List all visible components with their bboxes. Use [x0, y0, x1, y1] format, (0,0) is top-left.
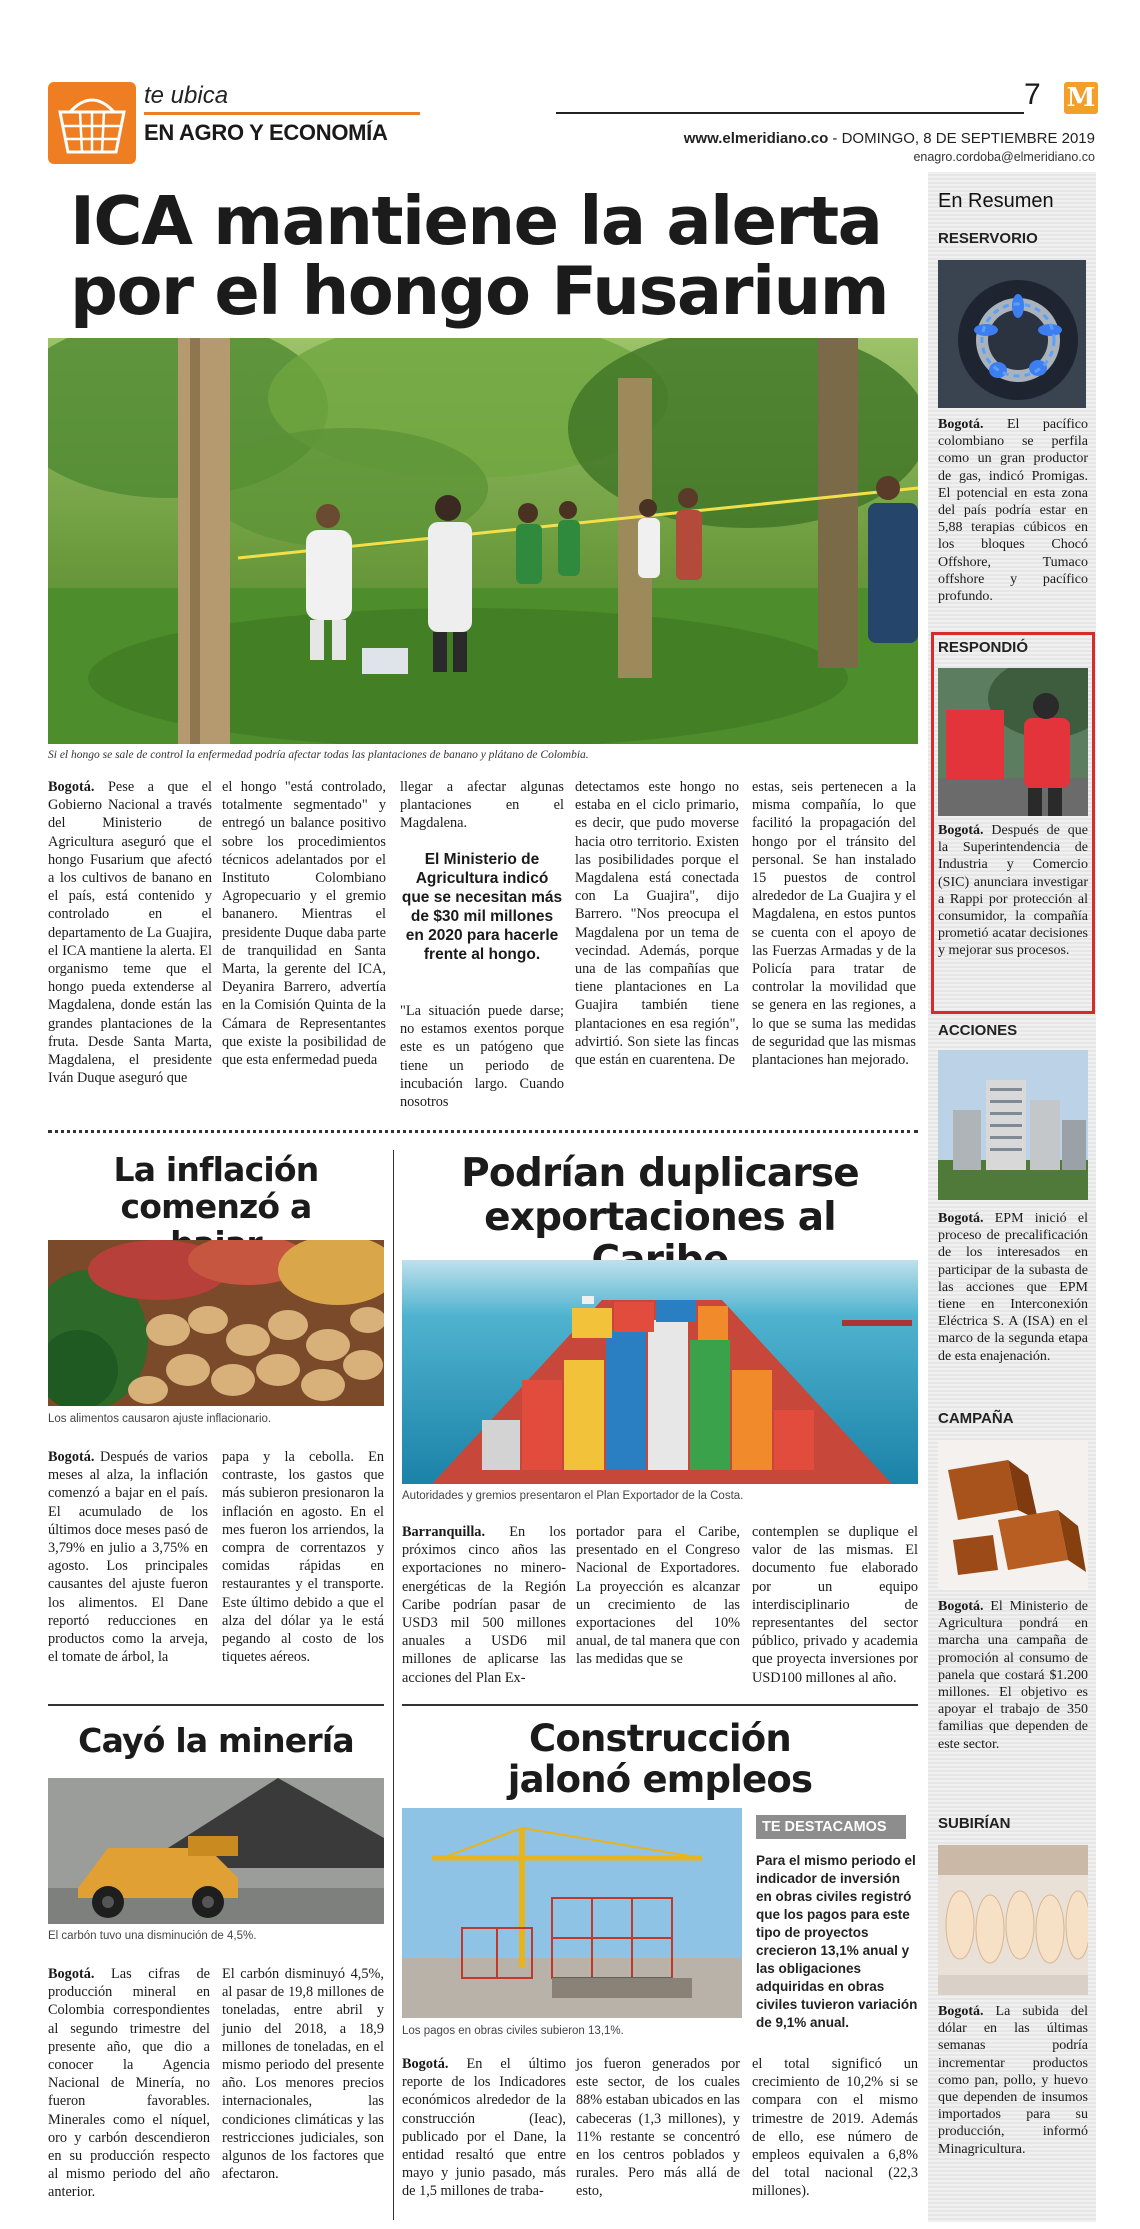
construction-caption: Los pagos en obras civiles subieron 13,1%.	[402, 2025, 624, 2037]
mineria-col-1	[48, 1965, 210, 2202]
sidebar-label-reservorio: RESERVORIO	[938, 230, 1038, 247]
sidebar-lead-acciones: Bogotá.	[938, 1211, 984, 1226]
main-headline-line2: por el hongo Fusarium	[70, 252, 889, 330]
sidebar-title: En Resumen	[938, 190, 1054, 212]
sidebar-lead-subirian: Bogotá.	[938, 2004, 984, 2019]
column-rule-vertical	[393, 1150, 394, 2220]
mineria-col-2: El carbón disminuyó 4,5%, al pasar de 19,8 millones de toneladas, entre abril y junio del 2018, a 18,9 millones de toneladas, en el mismo periodo del presente año. Los menores precios internacionales, las condiciones climáticas y las restricciones judiciales, son algunos de los factores que afectaron.	[222, 1966, 384, 2183]
panela-photo	[938, 1440, 1088, 1590]
construccion-col-2: jos fueron generados por este sector, de los cuales 88% estaban ubicados en las cabeceras (1,3 millones), y 11% restante se concentró en los centros poblados y rurales. Pero más allá de esto,	[576, 2056, 740, 2200]
exportaciones-col-2: portador para el Caribe, presentado en el Congreso Nacional de Exportadores. La proyección es alcanzar un crecimiento de las exportaciones del 10% anual, de tal manera que con las medidas que se	[576, 1524, 740, 1668]
main-headline-line1: ICA mantiene la alerta	[70, 182, 882, 260]
exportaciones-col-1	[402, 1523, 566, 1687]
sidebar-body-respondio: Después de que la Superintendencia de Industria y Comercio (SIC) anunciara investigar a Rappi por protección al consumidor, la compañía prometió acatar decisiones y mejorar sus procesos.	[938, 823, 1088, 959]
inflacion-col-2: papa y la cebolla. En contraste, los gastos que más subieron presionaron la inflación en agosto. En el mes fueron los arriendos, la compra de correntazos y comidas rápidas en restaurantes y el transporte. Este último debido a que el alza del dólar ya le está pegando al costo de los tiquetes aéreos.	[222, 1449, 384, 1666]
exportaciones-headline: Podrían duplicarse exportaciones al	[461, 1151, 859, 1240]
newspaper-logo: M	[1064, 82, 1098, 114]
exportaciones-bottom-rule	[402, 1704, 918, 1706]
contact-email[interactable]: enagro.cordoba@elmeridiano.co	[913, 150, 1095, 164]
sidebar-text-reservorio	[938, 416, 1088, 605]
basket-icon	[48, 82, 136, 164]
exportaciones-lead: Barranquilla.	[402, 1524, 486, 1540]
main-col-1-text: Pese a que el Gobierno Nacional a través del Ministerio de Agricultura aseguró que el hongo Fusarium que afectó a los cultivos de banano en el país, está contenido y controlado en el departamento de La Guajira, el ICA mantiene la alerta. El organismo teme que el hongo pueda extenderse al Magdalena, donde están las grandes plantaciones de la fruta. Desde Santa Marta, Magdalena, el presidente Iván Duque aseguró que	[48, 779, 212, 1087]
main-col-3-top: llegar a afectar algunas plantaciones en el Magdalena.	[400, 779, 564, 832]
exportaciones-col-3: contemplen se duplique el valor de las mismas. El documento fue elaborado por un equipo interdisciplinario de representantes del sector público, privado y academia que proyecta inversiones por USD100 millones al año.	[752, 1524, 918, 1686]
sidebar-body-acciones: EPM inició el proceso de precalificación de los interesados en participar de la subasta de las acciones que EPM tiene en Interconexión Eléctrica S. A (ISA) en el marco de la segunda etapa de esta enajenación.	[938, 1211, 1088, 1364]
mineria-lead: Bogotá.	[48, 1966, 95, 1982]
sidebar-label-acciones: ACCIONES	[938, 1022, 1018, 1039]
sidebar-label-respondio: RESPONDIÓ	[938, 639, 1029, 656]
inflacion-bottom-rule	[48, 1704, 384, 1706]
main-col-2: el hongo "está controlado, totalmente segmentado" y entregó un balance positivo sobre los procedimientos técnicos adelantados por el Instituto Colombiano Agropecuario y el gremio bananero. Mientras el presidente Duque daba parte de tranquilidad en Santa Marta, la gerente del ICA, Deyanira Barrero, advertía en la Comisión Quinta de la Cámara de Representantes que existe la posibilidad de que esta enfermedad pueda	[222, 779, 386, 1069]
banana-field-photo	[48, 338, 918, 744]
section-title: EN AGRO Y ECONOMÍA	[144, 120, 388, 145]
construction-crane-photo	[402, 1808, 742, 2018]
main-col-3-bottom: "La situación puede darse; no estamos exentos porque este es un patógeno que tiene un periodo de incubación largo. Cuando nosotros	[400, 1003, 564, 1111]
construccion-col-1	[402, 2055, 566, 2201]
sidebar-lead-reservorio: Bogotá.	[938, 417, 984, 432]
inflacion-col-1-text: Después de varios meses al alza, la inflación comenzó a bajar en el país. El acumulado de los últimos doce meses pasó de 3,79% en julio a 3,75% en agosto. Los principales causantes del ajuste fueron los alimentos. El Dane reportó reducciones en productos como la arveja, el tomate de árbol, la	[48, 1449, 208, 1666]
te-destacamos-label: TE DESTACAMOS	[756, 1815, 906, 1839]
main-lead: Bogotá.	[48, 779, 95, 795]
city-skyline-photo	[938, 1050, 1088, 1200]
main-col-5: estas, seis pertenecen a la misma compañía, lo que facilitó la propagación del hongo por el tránsito del personal. Se han instalado 15 puestos de control alrededor de La Guajira y el Magdalena, en estos puntos se cuenta con el apoyo de las Fuerzas Armadas y de la Policía para tratar de controlar la movilidad que se genera en las regiones, a lo que se suma las medidas de seguridad que las mismas plantaciones han mejorado.	[752, 779, 916, 1069]
sidebar-text-acciones	[938, 1210, 1088, 1365]
brand-tagline: te ubica	[144, 82, 229, 109]
header-rule	[556, 112, 1024, 114]
sidebar-text-campana	[938, 1598, 1088, 1753]
sidebar-label-campana: CAMPAÑA	[938, 1410, 1014, 1427]
mining-truck-photo	[48, 1778, 384, 1924]
cargo-ship-photo	[402, 1260, 918, 1484]
sidebar-body-subirian: La subida del dólar en las últimas semanas podría incrementar productos como pan, pollo, y huevo que dependen de insumos importados para su producción, informó Minagricultura.	[938, 2004, 1088, 2157]
inflacion-lead: Bogotá.	[48, 1449, 95, 1465]
gas-burner-photo	[938, 260, 1086, 408]
main-story-divider	[48, 1130, 918, 1133]
mining-caption: El carbón tuvo una disminución de 4,5%.	[48, 1930, 257, 1942]
brand-rule	[144, 112, 420, 115]
issue-date: - DOMINGO, 8 DE SEPTIEMBRE 2019	[832, 130, 1095, 147]
section-logo	[48, 82, 136, 164]
dateline	[560, 130, 1095, 147]
sidebar-body-reservorio: El pacífico colombiano se perfila como un gran productor de gas, indicó Promigas. El potencial en esta zona del país podría estar en 5,88 terapias cúbicos en los bloques Chocó Offshore, Tumaco offshore y pacífico profundo.	[938, 417, 1088, 605]
construccion-col-1-text: En el último reporte de los Indicadores económicos alrededor de la construcción (Ieac), publicado por el Dane, la entidad resaltó que entre mayo y junio pasado, más de 1,5 millones de traba-	[402, 2056, 566, 2200]
website-url[interactable]: www.elmeridiano.co	[683, 130, 829, 147]
main-col-4: detectamos este hongo no estaba en el ciclo primario, es decir, que pudo moverse hacia otro territorio. Existen las posibilidades porque el Magdalena está conectada con La Guajira", dijo Barrero. "Nos preocupa el Magdalena por un tema de vecindad. Además, porque una de las compañías que tiene plantaciones en La Guajira también tiene plantaciones en esa región", advirtió. Son siete las fincas que están en cuarentena. De	[575, 779, 739, 1069]
sidebar-body-campana: El Ministerio de Agricultura pondrá en marcha una campaña de promoción al consumo de panela que costará $1.200 millones. El objetivo es apoyar el trabajo de 350 familias que dependen de este sector.	[938, 1599, 1088, 1752]
rappi-courier-photo	[938, 668, 1088, 816]
inflacion-headline: La inflación comenzó a	[113, 1150, 319, 1226]
page-number: 7	[1024, 78, 1041, 111]
sidebar-label-subirian: SUBIRÍAN	[938, 1815, 1011, 1832]
sidebar-text-respondio	[938, 822, 1088, 960]
sidebar-text-subirian	[938, 2003, 1088, 2158]
construccion-col-3: el total significó un crecimiento de 10,2% si se compara con el mismo trimestre de 2019. Además de ello, ese número de empleos equivalen a 6,8% del total nacional (22,3 millones).	[752, 2056, 918, 2200]
inflacion-col-1	[48, 1448, 208, 1666]
vegetables-caption: Los alimentos causaron ajuste inflacionario.	[48, 1413, 272, 1425]
chickens-photo	[938, 1845, 1088, 1995]
cargo-caption: Autoridades y gremios presentaron el Plan Exportador de la Costa.	[402, 1490, 744, 1502]
mineria-col-1-text: Las cifras de producción mineral en Colombia correspondientes al segundo trimestre del presente año, que dio a conocer la Agencia Nacional de Minería, no fueron favorables. Minerales como el níquel, oro y carbón descendieron en su producción respecto al mismo periodo del año anterior.	[48, 1966, 210, 2201]
main-col-1	[48, 778, 212, 1087]
mineria-headline: Cayó la minería	[78, 1721, 354, 1760]
vegetables-photo	[48, 1240, 384, 1406]
sidebar-lead-campana: Bogotá.	[938, 1599, 984, 1614]
sidebar-lead-respondio: Bogotá.	[938, 823, 984, 838]
main-photo-caption: Si el hongo se sale de control la enfermedad podría afectar todas las plantaciones de banano y plátano de Colombia.	[48, 749, 589, 761]
exportaciones-col-1-text: En los próximos cinco años las exportaciones no minero-energéticas de la Región Caribe podrían pasar de USD3 mil 500 millones anuales a USD6 mil millones de aplicarse las acciones del Plan Ex-	[402, 1524, 566, 1686]
construccion-headline: Construcción jalonó empleos	[507, 1717, 813, 1802]
construccion-lead: Bogotá.	[402, 2056, 449, 2072]
main-pullquote: El Ministerio de Agricultura indicó que se necesitan más de $30 mil millones en 2020 para hacerle frente al hongo.	[401, 851, 563, 963]
te-destacamos-text: Para el mismo periodo el indicador de inversión en obras civiles registró que los pagos para este tipo de proyectos crecieron 13,1% anual y las obligaciones adquiridas en obras civiles tuvieron variación de 9,1% anual.	[756, 1853, 918, 2030]
